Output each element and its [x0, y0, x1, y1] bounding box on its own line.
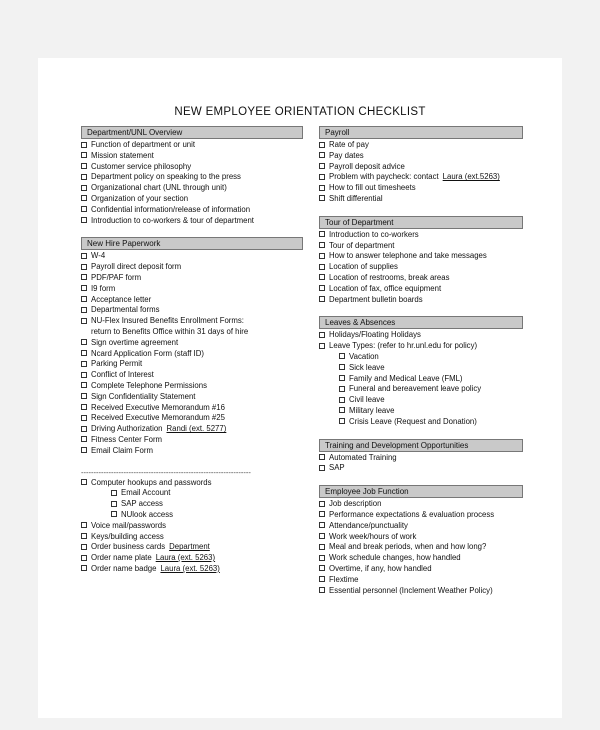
list-item[interactable]: PDF/PAF form [81, 273, 303, 284]
checkbox-icon[interactable] [319, 454, 325, 460]
checkbox-icon[interactable] [319, 142, 325, 148]
checkbox-icon[interactable] [319, 501, 325, 507]
checkbox-icon[interactable] [81, 163, 87, 169]
checkbox-icon[interactable] [319, 174, 325, 180]
checkbox-icon[interactable] [81, 274, 87, 280]
section-header-department-overview: Department/UNL Overview [81, 126, 303, 139]
name-plate-contact: Laura (ext. 5263) [155, 553, 216, 563]
checklist-page [38, 58, 562, 718]
checkbox-icon[interactable] [81, 415, 87, 421]
nuflex-note: return to Benefits Office within 31 days of hire [91, 326, 249, 336]
list-item[interactable]: Funeral and bereavement leave policy [319, 384, 523, 395]
page-title: NEW EMPLOYEE ORIENTATION CHECKLIST [174, 106, 426, 118]
checkbox-icon[interactable] [319, 285, 325, 291]
section-header-new-hire-paperwork: New Hire Paperwork [81, 237, 303, 250]
list-item[interactable]: Sick leave [319, 363, 523, 374]
checkbox-icon[interactable] [81, 393, 87, 399]
list-item[interactable]: Tour of department [319, 241, 523, 252]
checkbox-icon[interactable] [319, 555, 325, 561]
list-item[interactable]: W-4 [81, 251, 303, 262]
checkbox-icon[interactable] [81, 195, 87, 201]
checkbox-icon[interactable] [81, 372, 87, 378]
checkbox-icon[interactable] [111, 490, 117, 496]
list-item[interactable]: Leave Types: (refer to hr.unl.edu for policy) [319, 341, 523, 352]
driving-contact: Randi (ext. 5277) [166, 424, 227, 434]
checkbox-icon[interactable] [81, 253, 87, 259]
list-item[interactable]: Attendance/punctuality [319, 521, 523, 532]
list-item[interactable]: Family and Medical Leave (FML) [319, 374, 523, 385]
checkbox-icon[interactable] [81, 555, 87, 561]
list-item[interactable]: Job description [319, 499, 523, 510]
list-item[interactable]: Keys/building access [81, 532, 303, 543]
left-column [81, 126, 303, 575]
checkbox-icon[interactable] [319, 242, 325, 248]
list-item[interactable]: Departmental forms [81, 305, 303, 316]
list-item[interactable]: Rate of pay [319, 140, 523, 151]
list-item[interactable]: Automated Training [319, 453, 523, 464]
list-item[interactable]: Pay dates [319, 151, 523, 162]
list-item[interactable]: Confidential information/release of information [81, 205, 303, 216]
checkbox-icon[interactable] [319, 296, 325, 302]
list-item[interactable]: SAP access [81, 499, 303, 510]
checkbox-icon[interactable] [111, 501, 117, 507]
checkbox-icon[interactable] [339, 375, 345, 381]
list-item[interactable]: Civil leave [319, 395, 523, 406]
checkbox-icon[interactable] [81, 206, 87, 212]
checkbox-icon[interactable] [319, 587, 325, 593]
list-item-paycheck-problem[interactable]: Problem with paycheck: contact Laura (ext.5263) [319, 172, 523, 183]
list-item[interactable]: Complete Telephone Permissions [81, 381, 303, 392]
list-item[interactable]: Payroll deposit advice [319, 162, 523, 173]
checkbox-icon[interactable] [81, 361, 87, 367]
checkbox-icon[interactable] [81, 217, 87, 223]
checkbox-icon[interactable] [319, 465, 325, 471]
list-item[interactable]: How to fill out timesheets [319, 183, 523, 194]
checkbox-icon[interactable] [81, 479, 87, 485]
list-item[interactable]: SAP [319, 463, 523, 474]
list-item[interactable]: Introduction to co-workers [319, 230, 523, 241]
section-header-tour: Tour of Department [319, 216, 523, 229]
checkbox-icon[interactable] [81, 565, 87, 571]
checkbox-icon[interactable] [319, 343, 325, 349]
checkbox-icon[interactable] [81, 318, 87, 324]
checkbox-icon[interactable] [81, 350, 87, 356]
list-item[interactable]: Sign overtime agreement [81, 338, 303, 349]
checkbox-icon[interactable] [319, 264, 325, 270]
list-item[interactable]: Location of restrooms, break areas [319, 273, 523, 284]
checkbox-icon[interactable] [81, 436, 87, 442]
checkbox-icon[interactable] [319, 332, 325, 338]
checkbox-icon[interactable] [339, 353, 345, 359]
checkbox-icon[interactable] [319, 544, 325, 550]
dashed-divider: -------------------------------------------------------------------- [81, 467, 251, 477]
list-item[interactable]: Sign Confidentiality Statement [81, 392, 303, 403]
section-header-job-function: Employee Job Function [319, 485, 523, 498]
checkbox-icon[interactable] [319, 195, 325, 201]
list-item-driving[interactable]: Driving Authorization Randi (ext. 5277) [81, 424, 303, 435]
list-item[interactable]: Department bulletin boards [319, 295, 523, 306]
list-item[interactable]: Organizational chart (UNL through unit) [81, 183, 303, 194]
section-header-training: Training and Development Opportunities [319, 439, 523, 452]
list-item[interactable]: Mission statement [81, 151, 303, 162]
checkbox-icon[interactable] [339, 397, 345, 403]
checkbox-icon[interactable] [319, 163, 325, 169]
checkbox-icon[interactable] [81, 185, 87, 191]
checkbox-icon[interactable] [339, 386, 345, 392]
list-item[interactable]: Work week/hours of work [319, 532, 523, 543]
checkbox-icon[interactable] [81, 404, 87, 410]
checkbox-icon[interactable] [81, 296, 87, 302]
list-item[interactable]: Function of department or unit [81, 140, 303, 151]
list-item[interactable]: Payroll direct deposit form [81, 262, 303, 273]
checkbox-icon[interactable] [81, 426, 87, 432]
list-item[interactable]: Shift differential [319, 194, 523, 205]
checkbox-icon[interactable] [319, 576, 325, 582]
list-item[interactable]: Email Account [81, 488, 303, 499]
business-cards-contact: Department [169, 542, 210, 552]
list-item[interactable]: Computer hookups and passwords [81, 478, 303, 489]
checkbox-icon[interactable] [319, 274, 325, 280]
checkbox-icon[interactable] [319, 565, 325, 571]
checkbox-icon[interactable] [81, 544, 87, 550]
checkbox-icon[interactable] [319, 533, 325, 539]
list-item[interactable]: Voice mail/passwords [81, 521, 303, 532]
checkbox-icon[interactable] [81, 285, 87, 291]
checkbox-icon[interactable] [81, 447, 87, 453]
list-item[interactable]: I9 form [81, 284, 303, 295]
list-item[interactable]: Work schedule changes, how handled [319, 553, 523, 564]
list-item[interactable]: How to answer telephone and take messages [319, 251, 523, 262]
right-column [319, 126, 523, 596]
list-item[interactable]: Ncard Application Form (staff ID) [81, 349, 303, 360]
list-item-name-badge[interactable]: Order name badge Laura (ext. 5263) [81, 564, 303, 575]
checkbox-icon[interactable] [81, 142, 87, 148]
list-item-name-plate[interactable]: Order name plate Laura (ext. 5263) [81, 553, 303, 564]
list-item[interactable]: Conflict of Interest [81, 370, 303, 381]
checkbox-icon[interactable] [319, 231, 325, 237]
list-item[interactable]: Received Executive Memorandum #16 [81, 403, 303, 414]
checkbox-icon[interactable] [319, 152, 325, 158]
section-header-payroll: Payroll [319, 126, 523, 139]
checkbox-icon[interactable] [81, 522, 87, 528]
list-item[interactable]: Holidays/Floating Holidays [319, 330, 523, 341]
list-item[interactable]: Military leave [319, 406, 523, 417]
list-item[interactable]: Introduction to co-workers & tour of department [81, 216, 303, 227]
list-item-business-cards[interactable]: Order business cards Department [81, 542, 303, 553]
list-item[interactable]: Location of fax, office equipment [319, 284, 523, 295]
list-item[interactable]: Performance expectations & evaluation process [319, 510, 523, 521]
checkbox-icon[interactable] [81, 264, 87, 270]
checkbox-icon[interactable] [111, 511, 117, 517]
section-header-leaves: Leaves & Absences [319, 316, 523, 329]
list-item[interactable]: Parking Permit [81, 359, 303, 370]
checkbox-icon[interactable] [319, 522, 325, 528]
list-item[interactable]: NUlook access [81, 510, 303, 521]
checkbox-icon[interactable] [81, 533, 87, 539]
list-item-nuflex[interactable]: NU-Flex Insured Benefits Enrollment Forms: [81, 316, 303, 327]
checkbox-icon[interactable] [319, 253, 325, 259]
payroll-contact: Laura (ext.5263) [442, 172, 500, 182]
list-item[interactable]: Customer service philosophy [81, 162, 303, 173]
list-item[interactable]: Vacation [319, 352, 523, 363]
checkbox-icon[interactable] [81, 174, 87, 180]
list-item[interactable]: Fitness Center Form [81, 435, 303, 446]
list-item[interactable]: Organization of your section [81, 194, 303, 205]
list-item[interactable]: Flextime [319, 575, 523, 586]
checkbox-icon[interactable] [81, 152, 87, 158]
list-item[interactable]: Acceptance letter [81, 295, 303, 306]
checkbox-icon[interactable] [81, 307, 87, 313]
list-item[interactable]: Location of supplies [319, 262, 523, 273]
checkbox-icon[interactable] [339, 418, 345, 424]
checkbox-icon[interactable] [81, 382, 87, 388]
list-item[interactable]: Overtime, if any, how handled [319, 564, 523, 575]
list-item[interactable]: Received Executive Memorandum #25 [81, 413, 303, 424]
list-item[interactable]: Meal and break periods, when and how long? [319, 542, 523, 553]
checkbox-icon[interactable] [81, 339, 87, 345]
list-item[interactable]: Crisis Leave (Request and Donation) [319, 417, 523, 428]
list-item[interactable]: Essential personnel (Inclement Weather Policy) [319, 586, 523, 597]
list-item[interactable]: Email Claim Form [81, 446, 303, 457]
name-badge-contact: Laura (ext. 5263) [160, 563, 220, 573]
checkbox-icon[interactable] [339, 364, 345, 370]
checkbox-icon[interactable] [319, 185, 325, 191]
list-item[interactable]: Department policy on speaking to the press [81, 172, 303, 183]
checkbox-icon[interactable] [339, 407, 345, 413]
checkbox-icon[interactable] [319, 511, 325, 517]
